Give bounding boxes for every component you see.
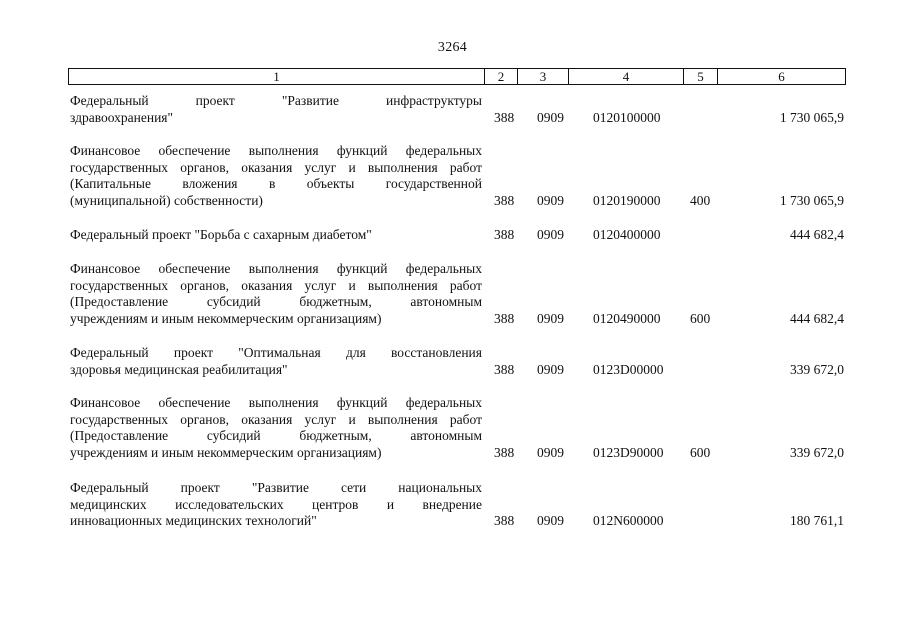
- description-line: Федеральный проект "Развитие инфраструктуры: [70, 93, 482, 108]
- header-col-6: 6: [717, 69, 845, 84]
- amount-value: 444 682,4: [790, 310, 844, 326]
- amount-value: 1 730 065,9: [779, 192, 844, 208]
- target-article-code: 0120490000: [593, 310, 661, 326]
- section-code: 0909: [537, 444, 564, 460]
- description-line: государственных органов, оказания услуг и выполнения работ: [70, 277, 482, 293]
- header-col-2: 2: [484, 69, 517, 84]
- amount-value: 1 730 065,9: [779, 109, 844, 125]
- section-code: 0909: [537, 192, 564, 208]
- description-line: Финансовое обеспечение выполнения функций федеральных: [70, 143, 482, 158]
- ministry-code: 388: [494, 444, 515, 460]
- target-article-code: 0120190000: [593, 192, 661, 208]
- target-article-code: 0120100000: [593, 109, 661, 125]
- description-line: Финансовое обеспечение выполнения функций федеральных: [70, 261, 482, 276]
- amount-value: 339 672,0: [790, 444, 844, 460]
- description-line: (муниципальной) собственности): [70, 192, 263, 208]
- expense-type-code: 600: [690, 310, 711, 326]
- description-line: Федеральный проект "Борьба с сахарным диабетом": [70, 227, 372, 242]
- header-col-3: 3: [517, 69, 568, 84]
- description-line: Финансовое обеспечение выполнения функций федеральных: [70, 395, 482, 410]
- ministry-code: 388: [494, 513, 515, 528]
- expense-type-code: 400: [690, 192, 711, 208]
- ministry-code: 388: [494, 310, 515, 326]
- description-line: инновационных медицинских технологий": [70, 513, 317, 528]
- row-description: [70, 480, 482, 530]
- section-code: 0909: [537, 361, 564, 377]
- description-line: государственных органов, оказания услуг и выполнения работ: [70, 411, 482, 427]
- target-article-code: 0120400000: [593, 227, 661, 242]
- row-description: [70, 395, 482, 461]
- row-description: [70, 227, 482, 244]
- description-line: здоровья медицинская реабилитация": [70, 361, 288, 377]
- ministry-code: 388: [494, 227, 515, 242]
- ministry-code: 388: [494, 192, 515, 208]
- description-line: Федеральный проект "Развитие сети национальных: [70, 480, 482, 495]
- header-col-1: 1: [273, 69, 280, 84]
- ministry-code: 388: [494, 109, 515, 125]
- target-article-code: 0123D90000: [593, 444, 664, 460]
- description-line: здравоохранения": [70, 109, 174, 125]
- row-description: [70, 261, 482, 327]
- amount-value: 339 672,0: [790, 361, 844, 377]
- description-line: (Предоставление субсидий бюджетным, автономным: [70, 428, 482, 443]
- ministry-code: 388: [494, 361, 515, 377]
- target-article-code: 012N600000: [593, 513, 664, 528]
- header-col-4: 4: [568, 69, 683, 84]
- description-line: учреждениям и иным некоммерческим организациям): [70, 310, 382, 326]
- description-line: (Предоставление субсидий бюджетным, автономным: [70, 294, 482, 309]
- section-code: 0909: [537, 310, 564, 326]
- description-line: Федеральный проект "Оптимальная для восстановления: [70, 345, 482, 360]
- row-description: [70, 143, 482, 209]
- row-description: [70, 93, 482, 126]
- description-line: государственных органов, оказания услуг и выполнения работ: [70, 159, 482, 175]
- page-number: 3264: [437, 40, 468, 55]
- section-code: 0909: [537, 109, 564, 125]
- header-col-5: 5: [683, 69, 717, 84]
- description-line: (Капитальные вложения в объекты государственной: [70, 176, 482, 191]
- amount-value: 444 682,4: [790, 227, 844, 242]
- table-header-row: [68, 68, 846, 85]
- expense-type-code: 600: [690, 444, 711, 460]
- description-line: учреждениям и иным некоммерческим организациям): [70, 444, 382, 460]
- amount-value: 180 761,1: [790, 513, 844, 528]
- target-article-code: 0123D00000: [593, 361, 664, 377]
- section-code: 0909: [537, 227, 564, 242]
- description-line: медицинских исследовательских центров и внедрение: [70, 496, 482, 512]
- row-description: [70, 345, 482, 378]
- section-code: 0909: [537, 513, 564, 528]
